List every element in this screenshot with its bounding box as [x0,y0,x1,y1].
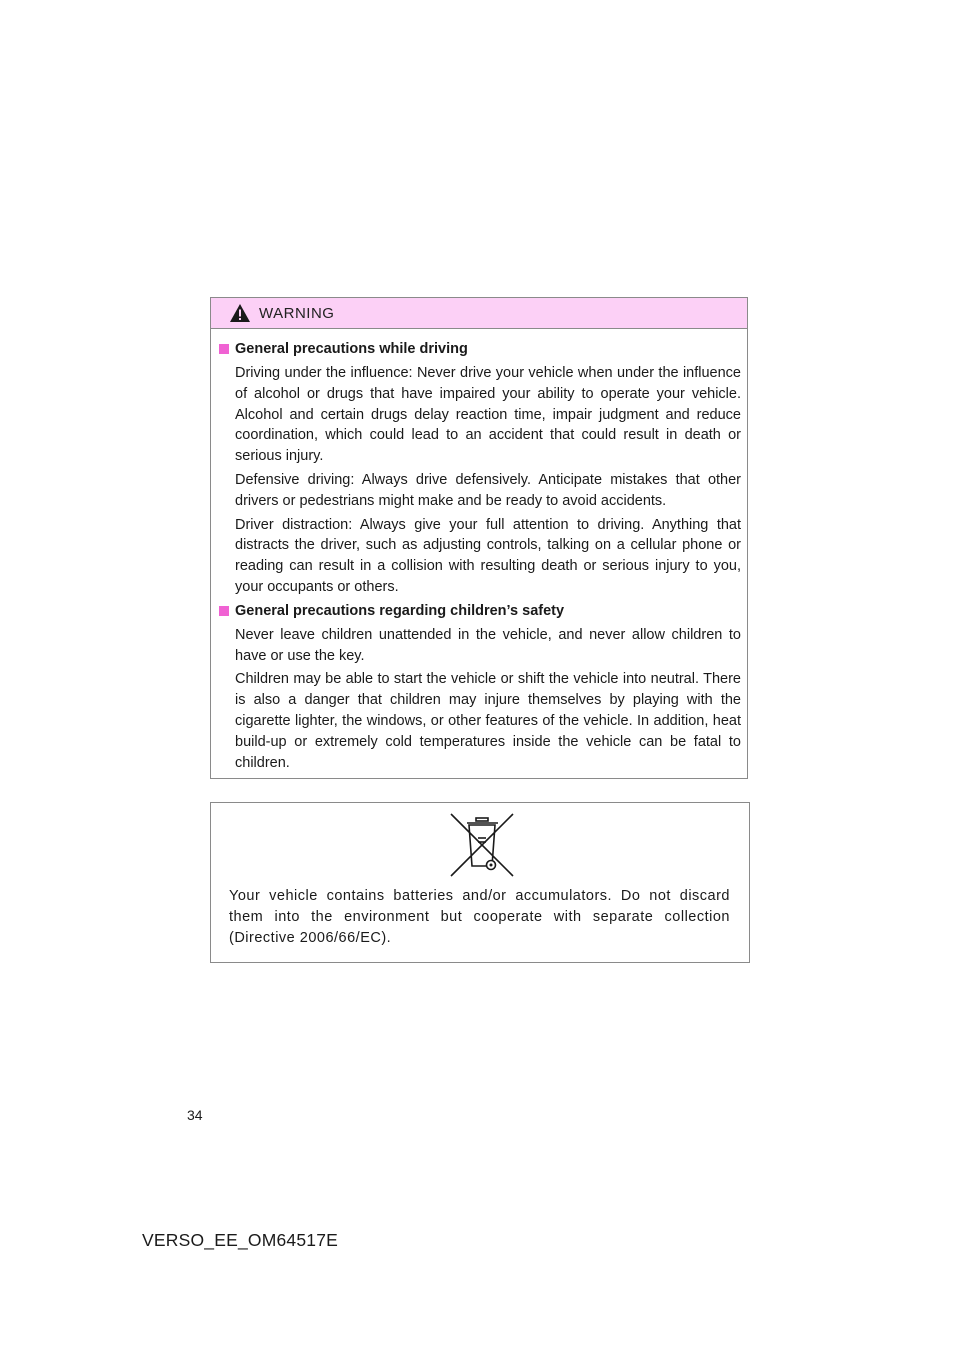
warning-box [210,297,748,779]
section-heading-text: General precautions regarding children’s safety [235,602,565,619]
square-bullet-icon [219,344,229,354]
warning-triangle-icon [229,303,251,323]
battery-disposal-box [210,802,750,963]
warning-header [211,298,747,329]
warning-title: WARNING [259,304,335,322]
section-heading-driving [219,339,741,359]
warning-body [211,329,747,773]
paragraph-dangers: Children may be able to start the vehicle or shift the vehicle into neutral. There is also a danger that children may injure themselves by playing with the cigarette lighter, the windows, or other features of the vehicle. In addition, heat build-up or extremely cold temperatures inside the vehicle can be fatal to children. [235,671,741,771]
paragraph-defensive: Defensive driving: Always drive defensively. Anticipate mistakes that other drivers or pedestrians might make and be ready to avoid accidents. [235,471,741,509]
square-bullet-icon [219,606,229,616]
paragraph-distraction: Driver distraction: Always give your full attention to driving. Anything that distracts the driver, such as adjusting controls, talking on a cellular phone or reading can result in a collision with resulting death or serious injury to you, your occupants or others. [235,516,741,595]
battery-disposal-text: Your vehicle contains batteries and/or accumulators. Do not discard them into the environment but cooperate with separate collection (Directive 2006/66/EC). [229,888,730,946]
page-number: 34 [187,1107,203,1123]
paragraph-unattended: Never leave children unattended in the vehicle, and never allow children to have or use the key. [235,626,741,664]
section-heading-children [219,601,741,621]
section-heading-text: General precautions while driving [235,341,468,357]
crossed-out-wheelie-bin-icon [448,812,516,878]
paragraph-influence: Driving under the influence: Never drive your vehicle when under the influence of alcohol or drugs that have impaired your ability to operate your vehicle. Alcohol and certain drugs delay reaction time, impair judgment and reduce coordination, which could lead to an accident that could result in death or serious injury. [235,365,741,465]
footer-document-code: VERSO_EE_OM64517E [142,1230,339,1250]
